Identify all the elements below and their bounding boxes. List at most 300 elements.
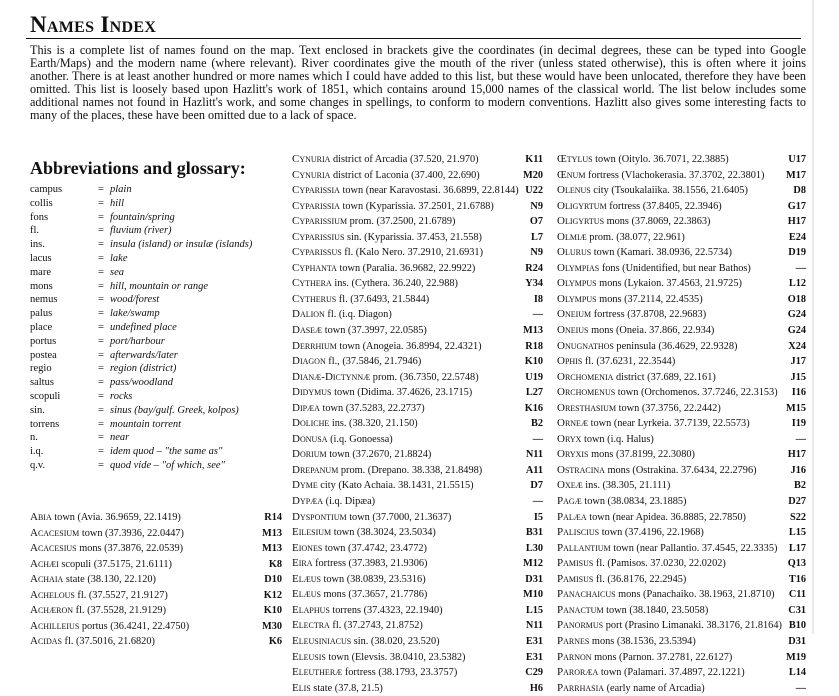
entry-kind: fl. (336, 293, 351, 305)
entry-kind: town (336, 340, 363, 352)
entry-detail: (37.4196, 22.1968) (624, 527, 704, 539)
glossary-definition: sea (110, 266, 124, 278)
glossary-definition: wood/forest (110, 294, 160, 306)
entry-detail: (37.3756, 22.2442) (641, 402, 721, 414)
glossary-equals: = (98, 404, 104, 416)
entry-detail: (37.6231, 22.3544) (596, 356, 676, 368)
glossary-row (30, 307, 290, 321)
index-entry (557, 401, 806, 417)
glossary-title: Abbreviations and glossary: (30, 158, 246, 178)
glossary-term: fons (30, 211, 49, 223)
index-entry (557, 214, 806, 230)
entry-kind: town (592, 154, 619, 165)
glossary-definition: fountain/spring (110, 211, 175, 223)
entry-detail: (Drepano. 38.338, 21.8498) (367, 464, 483, 476)
glossary-row (30, 335, 290, 349)
glossary-row (30, 459, 290, 473)
entry-detail: (Kalo Nero. 37.2910, 21.6931) (355, 247, 484, 259)
entry-name: Eilesium (292, 526, 332, 539)
entry-name: Œnum (557, 168, 586, 181)
entry-detail: (38.0839, 23.5316) (346, 573, 426, 585)
entry-name: Dalion (292, 308, 325, 321)
glossary-term: lacus (30, 252, 52, 264)
glossary-definition: lake (110, 252, 128, 264)
entry-grid-code: M13 (521, 323, 543, 339)
index-entry (557, 494, 806, 510)
entry-detail: (37.5016, 21.6820) (75, 636, 155, 648)
entry-kind: port (603, 620, 625, 632)
index-entry (30, 588, 282, 604)
entry-name: Dyme (292, 479, 318, 492)
entry-kind: ins. (329, 418, 350, 430)
glossary-term: place (30, 321, 53, 333)
entry-name: Didymus (292, 386, 332, 399)
entry-kind: town (51, 512, 78, 523)
index-entry (30, 510, 282, 526)
entry-detail: (37.2743, 21.8752) (343, 620, 423, 632)
entry-grid-code: I5 (532, 510, 543, 526)
entry-grid-code: U17 (786, 152, 806, 168)
entry-name: Cyphanta (292, 261, 337, 274)
glossary-equals: = (98, 459, 104, 471)
entry-detail: (Unidentified, but near Bathos) (622, 262, 751, 274)
entry-grid-code: — (794, 432, 806, 448)
entry-grid-code: M12 (521, 556, 543, 572)
entry-kind: ins. (331, 278, 352, 290)
glossary-row (30, 266, 290, 280)
glossary-equals: = (98, 335, 104, 347)
entry-grid-code: M19 (784, 650, 806, 666)
entry-name: Oxeæ (557, 479, 583, 492)
index-entry (292, 494, 543, 510)
entry-name: Parrhasia (557, 681, 605, 694)
glossary-term: regio (30, 363, 52, 375)
index-entry (292, 416, 543, 432)
entry-detail: (37.400, 22.690) (411, 169, 480, 181)
entry-grid-code: K11 (523, 152, 543, 168)
entry-kind: mons (76, 543, 105, 555)
entry-grid-code: M17 (784, 168, 806, 184)
index-entry (292, 463, 543, 479)
glossary-definition: hill (110, 197, 125, 209)
entry-name: Achæron (30, 604, 74, 617)
entry-grid-code: R14 (262, 510, 282, 526)
entry-grid-code: L15 (787, 525, 806, 541)
entry-name: Panormus (557, 619, 604, 632)
index-entry (292, 385, 543, 401)
index-entry (30, 541, 282, 557)
entry-name: Paliscius (557, 526, 600, 539)
index-entry (557, 650, 806, 666)
index-entry (557, 339, 806, 355)
entry-grid-code: A11 (524, 463, 543, 479)
entry-detail: (37.3997, 22.0585) (347, 325, 427, 337)
entry-grid-code: M10 (521, 587, 543, 603)
glossary-row (30, 362, 290, 376)
entry-detail: (Pamisos. 37.0230, 22.0202) (607, 558, 726, 570)
entry-detail: (i.q. Gonoessa) (330, 433, 393, 445)
index-entry (292, 292, 543, 308)
entry-grid-code: — (531, 494, 543, 510)
entry-grid-code: B31 (524, 525, 543, 541)
entry-kind: town (598, 667, 624, 679)
entry-name: Pamisus (557, 572, 594, 585)
index-entry (292, 618, 543, 634)
entry-kind: fl. (341, 247, 356, 259)
entry-grid-code: D10 (262, 572, 282, 588)
entry-name: Acidas (30, 635, 62, 648)
entry-name: Cyparissus (292, 246, 342, 259)
entry-name: Eiones (292, 541, 323, 554)
entry-name: Olympias (557, 261, 600, 274)
entry-detail: (Cythera. 36.240, 22.988) (351, 278, 458, 290)
index-entry (557, 230, 806, 246)
entry-detail: (37.8708, 22.9683) (627, 309, 707, 321)
entry-kind: town (320, 573, 347, 585)
entry-grid-code: C31 (786, 603, 806, 619)
index-entry (557, 572, 806, 588)
index-entry (292, 245, 543, 261)
index-entry (557, 370, 806, 386)
index-entry (557, 587, 806, 603)
entry-grid-code: D31 (523, 572, 543, 588)
entry-kind: mons (596, 278, 625, 290)
intro-paragraph: This is a complete list of names found on the map. Text enclosed in brackets give the coordinates (in decimal degrees, these can be typed into Google Earth/Maps) and the modern name (where relevant). River coordinates give the mouth of the river (unless stated otherwise), this is often where it joins another. There is at least another hundred or more names which I could have added to this list, but these would have been unlocated, therefore they have been omitted. This list is loosely based upon Hazlitt's work of 1851, which contains around 15,000 names of the classical world. The list below includes some additional names not found in Hazlitt's work, and some changes in spellings, to conform to modern conventions. Hazlitt also gives some interesting facts to many of the places, these have been omitted due to a lack of space. (30, 43, 806, 123)
entry-grid-code: N9 (528, 245, 543, 261)
index-entry (292, 681, 543, 696)
entry-detail: (37.8069, 22.3863) (631, 216, 711, 228)
glossary-equals: = (98, 390, 104, 402)
entry-name: Achæi (30, 557, 59, 570)
entry-name: Olurus (557, 246, 592, 259)
entry-detail: (Anogeia. 36.8994, 22.4321) (362, 340, 482, 352)
entry-name: Cyparissius (292, 230, 345, 243)
entry-kind: town (331, 527, 357, 539)
entry-kind: mons (588, 449, 616, 461)
entry-grid-code: H17 (786, 447, 806, 463)
index-entry (292, 572, 543, 588)
entry-kind: town (339, 200, 366, 212)
entry-name: Oneium (557, 308, 592, 321)
glossary-definition: undefined place (110, 321, 177, 333)
index-entry (557, 323, 806, 339)
entry-grid-code: L15 (524, 603, 543, 619)
entry-name: Parnes (557, 634, 590, 647)
glossary-equals: = (98, 418, 104, 430)
entry-detail: (37.5846, 21.7946) (342, 356, 422, 368)
entry-kind: mons (604, 464, 633, 476)
entry-kind: town (326, 449, 353, 461)
glossary-equals: = (98, 294, 104, 306)
index-entry (557, 665, 806, 681)
glossary-term: torrens (30, 418, 60, 430)
entry-detail: (Kyparissia. 37.453, 21.558) (364, 231, 482, 243)
glossary-equals: = (98, 446, 104, 458)
entry-kind: ins. (582, 480, 603, 492)
index-entry (557, 385, 806, 401)
entry-name: Dianæ-Dictynnæ (292, 370, 371, 383)
entry-grid-code: L17 (787, 541, 806, 557)
entry-grid-code: N11 (524, 618, 543, 634)
entry-kind: fl. (329, 620, 344, 632)
entry-grid-code: D19 (786, 245, 806, 261)
entry-grid-code: D31 (786, 634, 806, 650)
glossary-definition: port/harbour (110, 335, 165, 347)
entry-detail: (37.5175, 21.6111) (93, 558, 172, 570)
glossary-equals: = (98, 308, 104, 320)
entry-kind: state (310, 682, 335, 694)
entry-detail: (38.305, 21.111) (602, 480, 671, 492)
glossary-equals: = (98, 377, 104, 389)
entry-detail: (Ostrakina. 37.6434, 22.2796) (632, 464, 757, 476)
title-rule (26, 38, 801, 39)
entry-kind: peninsula (613, 340, 659, 352)
entry-grid-code: I16 (790, 385, 806, 401)
entry-detail: (Palamari. 37.4897, 22.1221) (624, 667, 745, 679)
index-entry (292, 650, 543, 666)
entry-grid-code: R24 (523, 261, 543, 277)
entry-name: Cyparissia (292, 199, 340, 212)
entry-grid-code: E31 (524, 634, 543, 650)
entry-kind: mons (320, 589, 349, 601)
glossary-definition: fluvium (river) (110, 225, 172, 237)
glossary-definition: hill, mountain or range (110, 280, 209, 292)
entry-detail: (i.q. Dipæa) (325, 496, 376, 508)
entry-grid-code: K10 (523, 354, 543, 370)
glossary-term: collis (30, 197, 53, 209)
entry-grid-code: K6 (267, 634, 282, 650)
glossary-row (30, 390, 290, 404)
entry-detail: (38.1840, 23.5058) (629, 604, 709, 616)
entry-detail: (37.8405, 22.3946) (642, 200, 722, 212)
glossary-equals: = (98, 349, 104, 361)
entry-kind: town (603, 604, 630, 616)
entry-kind: state (63, 574, 88, 586)
entry-grid-code: K8 (267, 557, 282, 573)
index-entry (292, 323, 543, 339)
entry-kind: fortress (585, 169, 622, 181)
entry-grid-code: C11 (787, 587, 806, 603)
entry-detail: (38.077, 22.961) (616, 231, 685, 243)
entry-kind: fl. (593, 573, 608, 585)
entry-name: Electra (292, 619, 330, 632)
entry-detail: (36.7350, 22.5748) (399, 371, 479, 383)
entry-kind: town (610, 542, 637, 554)
entry-name: Elis (292, 681, 311, 694)
entry-grid-code: U22 (523, 183, 543, 199)
entry-name: Cynuria (292, 168, 331, 181)
glossary-term: portus (30, 335, 57, 347)
glossary-equals: = (98, 197, 104, 209)
glossary-list (30, 183, 290, 473)
entry-kind: fortress (342, 667, 379, 679)
entry-grid-code: J15 (789, 370, 806, 386)
index-entry (292, 587, 543, 603)
entry-name: Elæus (292, 572, 321, 585)
entry-name: Ophis (557, 355, 583, 368)
entry-kind: mons (591, 651, 620, 663)
index-entry (30, 603, 282, 619)
entry-detail: (near Karavostasi. 36.6899, 22.8144) (365, 185, 519, 197)
glossary-row (30, 224, 290, 238)
index-entry (557, 603, 806, 619)
entry-kind: town (615, 387, 641, 399)
entry-name: Donusa (292, 432, 328, 445)
index-entry (557, 168, 806, 184)
entry-grid-code: K12 (262, 588, 282, 604)
entry-kind: scopuli (58, 558, 94, 570)
entry-name: Oryxis (557, 448, 589, 461)
entry-name: Oligyrtum (557, 199, 607, 212)
entry-grid-code: G17 (786, 199, 806, 215)
index-entry (292, 556, 543, 572)
index-entry (292, 401, 543, 417)
entry-kind: fortress (312, 558, 349, 570)
glossary-definition: idem quod – "the same as" (110, 446, 223, 458)
entry-name: Cyparissia (292, 184, 340, 197)
entry-detail: (37.2670, 21.8824) (352, 449, 432, 461)
entry-detail: (Oneia. 37.866, 22.934) (615, 325, 715, 337)
entry-name: Cyparissium (292, 215, 348, 228)
entry-name: Eleusis (292, 650, 326, 663)
entry-kind: town (586, 511, 613, 523)
index-entry (557, 463, 806, 479)
entry-detail: (38.1793, 23.3757) (378, 667, 458, 679)
entry-kind: mons (596, 293, 625, 305)
entry-grid-code: D27 (786, 494, 806, 510)
entry-kind: mons (589, 635, 617, 647)
entry-kind: town (336, 262, 363, 274)
entry-grid-code: S22 (788, 510, 806, 526)
entry-kind: fl. (582, 356, 597, 368)
entry-name: Achilleius (30, 619, 80, 632)
entry-name: Elæus (292, 588, 321, 601)
entry-grid-code: G24 (786, 307, 806, 323)
entry-name: Drepanum (292, 463, 339, 476)
entry-detail: (37.8, 21.5) (334, 682, 383, 694)
index-entry (30, 634, 282, 650)
entry-grid-code: M20 (521, 168, 543, 184)
entry-grid-code: U19 (523, 370, 543, 386)
entry-name: Abia (30, 511, 52, 523)
index-entry (292, 276, 543, 292)
entry-grid-code: K16 (523, 401, 543, 417)
entry-kind: prom. (586, 231, 617, 243)
index-entry (292, 541, 543, 557)
entry-kind: mons (604, 216, 632, 228)
entry-kind: town (325, 651, 352, 663)
entry-kind: fl. (593, 558, 608, 570)
entry-detail: (Kyparissia. 37.2501, 21.6788) (365, 200, 494, 212)
entry-kind: town (581, 433, 608, 445)
index-entry (30, 619, 282, 635)
entry-detail: (early name of Arcadia) (606, 682, 705, 694)
entry-name: Cythera (292, 277, 332, 290)
entry-kind: city (317, 480, 339, 492)
glossary-equals: = (98, 321, 104, 333)
entry-detail: (37.4323, 22.1940) (363, 604, 443, 616)
entry-detail: (Avia. 36.9659, 22.1419) (77, 512, 181, 523)
index-entry (557, 292, 806, 308)
entry-name: Parnon (557, 650, 592, 663)
index-entry (557, 261, 806, 277)
glossary-equals: = (98, 184, 104, 195)
index-entry (557, 245, 806, 261)
glossary-definition: quod vide – "of which, see" (110, 459, 225, 471)
entry-name: Derrhium (292, 339, 337, 352)
index-entry (557, 634, 806, 650)
index-entry (557, 354, 806, 370)
entry-grid-code: T16 (787, 572, 806, 588)
page-title: Names Index (30, 12, 157, 37)
entry-name: Oryx (557, 432, 582, 445)
entry-name: Orneæ (557, 417, 589, 430)
entry-kind: fortress (591, 309, 628, 321)
entry-kind: town (346, 511, 373, 523)
entry-detail: (Didima. 37.4626, 23.1715) (357, 387, 473, 399)
entry-name: Cynuria (292, 153, 331, 165)
index-entry (292, 152, 543, 168)
entry-grid-code: E31 (524, 650, 543, 666)
index-entry (557, 432, 806, 448)
entry-detail: (near Lyrkeia. 37.7139, 22.5573) (613, 418, 750, 430)
entry-kind: town (588, 418, 614, 430)
entry-grid-code: L14 (787, 665, 806, 681)
glossary-term: saltus (30, 377, 54, 389)
entry-detail: (36.8176, 22.2945) (607, 573, 687, 585)
entry-kind: prom. (338, 464, 368, 476)
entry-grid-code: B10 (787, 618, 806, 634)
entry-grid-code: L7 (529, 230, 543, 246)
entry-name: Ostracina (557, 463, 605, 476)
entry-kind: town (599, 527, 625, 539)
index-entry (292, 510, 543, 526)
entry-detail: (Vlachokerasia. 37.3702, 22.3801) (621, 169, 765, 181)
index-entry (292, 603, 543, 619)
index-entry (557, 681, 806, 696)
entry-grid-code: Q13 (786, 556, 806, 572)
entry-name: Dorium (292, 448, 327, 461)
index-entry (557, 510, 806, 526)
entry-kind: mons (615, 589, 644, 601)
entry-kind: town (79, 527, 106, 539)
index-entry (292, 261, 543, 277)
index-entry (292, 447, 543, 463)
entry-grid-code: — (531, 307, 543, 323)
index-entry (557, 556, 806, 572)
glossary-row (30, 349, 290, 363)
glossary-row (30, 211, 290, 225)
entry-detail: (37.3876, 22.0539) (104, 543, 184, 555)
entry-grid-code: H6 (528, 681, 543, 696)
entry-kind: sin. (344, 231, 365, 243)
entry-name: Olympus (557, 277, 597, 290)
glossary-definition: near (110, 432, 130, 444)
entry-kind: torrens (329, 604, 364, 616)
index-entry (30, 557, 282, 573)
glossary-term: nemus (30, 294, 58, 306)
entry-detail: (Prasino Limanaki. 38.3176, 21.8164) (624, 620, 782, 632)
entry-detail: (Parnon. 37.2781, 22.6127) (619, 651, 733, 663)
entry-name: Pallantium (557, 541, 611, 554)
entry-kind: portus (79, 620, 111, 632)
entry-grid-code: I19 (790, 416, 806, 432)
glossary-row (30, 238, 290, 252)
glossary-row (30, 183, 290, 197)
entry-detail: (Tsoukalaiika. 38.1556, 21.6405) (611, 185, 748, 197)
entry-grid-code: J17 (789, 354, 806, 370)
entry-detail: (37.8199, 22.3080) (615, 449, 695, 461)
